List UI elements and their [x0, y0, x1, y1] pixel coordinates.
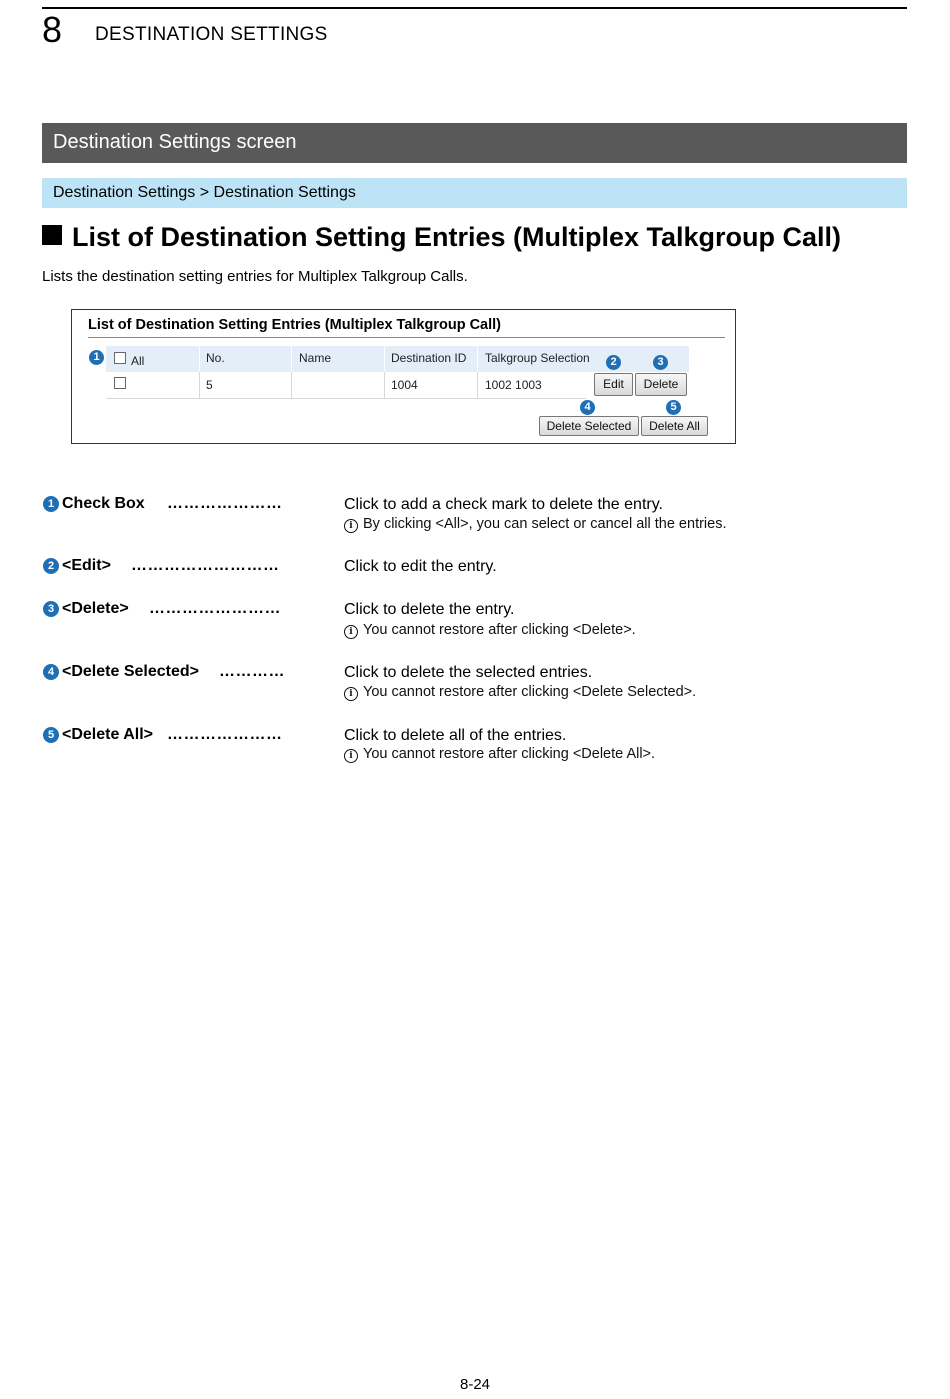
- leader-dots: ………………………: [131, 557, 280, 574]
- edit-button[interactable]: Edit: [594, 373, 633, 396]
- delete-selected-button[interactable]: Delete Selected: [539, 416, 639, 436]
- item-description: Click to edit the entry.: [344, 558, 497, 575]
- item-note: i You cannot restore after clicking <Delete Selected>.: [344, 684, 696, 701]
- section-description: Lists the destination setting entries for Multiplex Talkgroup Calls.: [42, 268, 468, 285]
- leader-dots: …………: [219, 663, 285, 680]
- item-note: i You cannot restore after clicking <Delete All>.: [344, 746, 655, 763]
- item-badge-5: 5: [43, 727, 59, 743]
- column-header-all: All: [131, 354, 145, 368]
- row-divider: [477, 372, 478, 398]
- item-label-delete: <Delete>: [62, 600, 129, 617]
- item-badge-4: 4: [43, 664, 59, 680]
- info-icon: i: [344, 687, 358, 701]
- item-note: i You cannot restore after clicking <Delete>.: [344, 622, 636, 639]
- item-description: Click to delete all of the entries.: [344, 727, 567, 744]
- callout-badge-5: 5: [666, 400, 681, 415]
- cell-talkgroup-selection: 1002 1003: [485, 378, 542, 392]
- chapter-number: 8: [42, 9, 63, 50]
- item-badge-2: 2: [43, 558, 59, 574]
- column-header-destination-id: Destination ID: [391, 351, 467, 365]
- row-divider: [199, 372, 200, 398]
- top-rule: [42, 7, 907, 9]
- breadcrumb: Destination Settings > Destination Settings: [53, 184, 356, 201]
- column-header-talkgroup-selection: Talkgroup Selection: [485, 351, 590, 365]
- delete-all-button[interactable]: Delete All: [641, 416, 708, 436]
- screen-title: Destination Settings screen: [53, 131, 297, 153]
- cell-destination-id: 1004: [391, 378, 418, 392]
- row-divider: [291, 372, 292, 398]
- callout-badge-1: 1: [89, 350, 104, 365]
- square-bullet-icon: [42, 225, 62, 245]
- delete-button[interactable]: Delete: [635, 373, 687, 396]
- column-header-name: Name: [299, 351, 332, 365]
- item-label-delete-all: <Delete All>: [62, 726, 154, 743]
- row-divider: [384, 372, 385, 398]
- item-label-delete-selected: <Delete Selected>: [62, 663, 199, 680]
- leader-dots: …………………: [167, 726, 283, 743]
- info-icon: i: [344, 749, 358, 763]
- item-label-edit: <Edit>: [62, 557, 111, 574]
- screenshot-title: List of Destination Setting Entries (Multiplex Talkgroup Call): [88, 317, 502, 333]
- item-description: Click to add a check mark to delete the entry.: [344, 496, 663, 513]
- cell-no: 5: [206, 378, 213, 392]
- item-note: i By clicking <All>, you can select or cancel all the entries.: [344, 516, 726, 533]
- section-heading-text: List of Destination Setting Entries (Multiplex Talkgroup Call): [72, 222, 842, 252]
- chapter-title: DESTINATION SETTINGS: [95, 24, 328, 45]
- leader-dots: ……………………: [149, 600, 281, 617]
- item-label-check-box: Check Box: [62, 495, 145, 512]
- callout-badge-2: 2: [606, 355, 621, 370]
- info-icon: i: [344, 625, 358, 639]
- item-badge-3: 3: [43, 601, 59, 617]
- leader-dots: …………………: [167, 495, 283, 512]
- callout-badge-4: 4: [580, 400, 595, 415]
- column-header-no: No.: [206, 351, 225, 365]
- page-number: 8-24: [459, 1376, 491, 1393]
- row-checkbox[interactable]: [114, 377, 126, 389]
- callout-badge-3: 3: [653, 355, 668, 370]
- item-description: Click to delete the selected entries.: [344, 664, 593, 681]
- section-heading: [42, 222, 841, 253]
- item-description: Click to delete the entry.: [344, 601, 515, 618]
- select-all-checkbox[interactable]: [114, 352, 126, 364]
- info-icon: i: [344, 519, 358, 533]
- screenshot-title-rule: [88, 337, 725, 338]
- item-badge-1: 1: [43, 496, 59, 512]
